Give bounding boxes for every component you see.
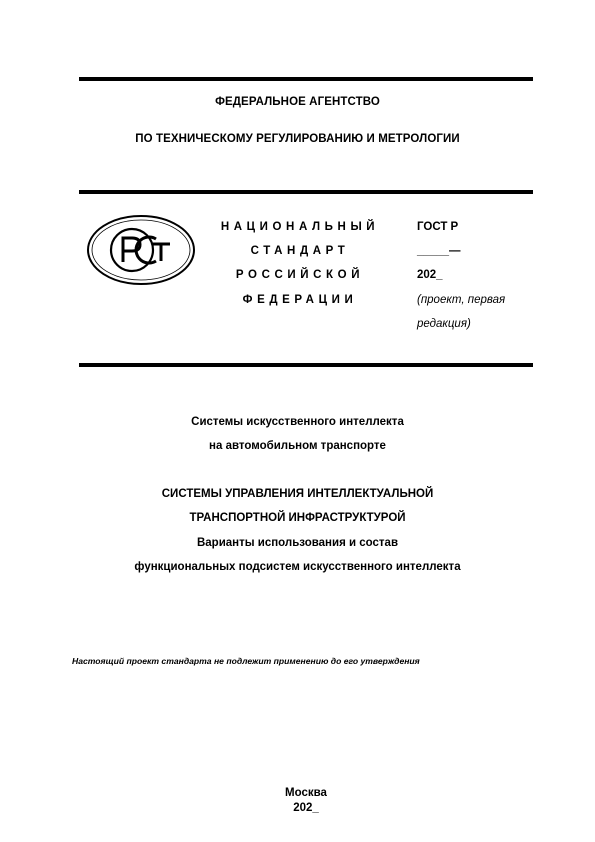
series-title-line2: на автомобильном транспорте (209, 440, 386, 452)
draft-notice: Настоящий проект стандарта не подлежит применению до его утверждения (72, 656, 420, 666)
agency-name-line2: ПО ТЕХНИЧЕСКОМУ РЕГУЛИРОВАНИЮ И МЕТРОЛОГИИ (135, 133, 460, 145)
national-standard-line1: НАЦИОНАЛЬНЫЙ (220, 221, 380, 233)
gost-year: 202_ (417, 269, 443, 281)
publication-city: Москва (285, 787, 327, 799)
gost-number: _____— (417, 245, 461, 257)
middle-divider (79, 190, 533, 194)
national-standard-line2: СТАНДАРТ (250, 245, 350, 257)
gost-label: ГОСТ Р (417, 221, 459, 233)
series-title-line1: Системы искусственного интеллекта (191, 416, 404, 428)
subtitle-line2: функциональных подсистем искусственного интеллекта (134, 561, 461, 573)
main-title-line2: ТРАНСПОРТНОЙ ИНФРАСТРУКТУРОЙ (189, 512, 406, 524)
draft-status-line2: редакция) (417, 318, 471, 330)
national-standard-line4: ФЕДЕРАЦИИ (242, 294, 358, 306)
subtitle-line1: Варианты использования и состав (196, 537, 399, 549)
rst-logo-icon (86, 214, 196, 286)
bottom-divider (79, 363, 533, 367)
main-title-line1: СИСТЕМЫ УПРАВЛЕНИЯ ИНТЕЛЛЕКТУАЛЬНОЙ (161, 488, 434, 500)
national-standard-line3: РОССИЙСКОЙ (235, 269, 365, 281)
draft-status-line1: (проект, первая (417, 294, 506, 306)
agency-name-line1: ФЕДЕРАЛЬНОЕ АГЕНТСТВО (215, 96, 380, 108)
top-divider (79, 77, 533, 81)
publication-year: 202_ (293, 802, 319, 814)
